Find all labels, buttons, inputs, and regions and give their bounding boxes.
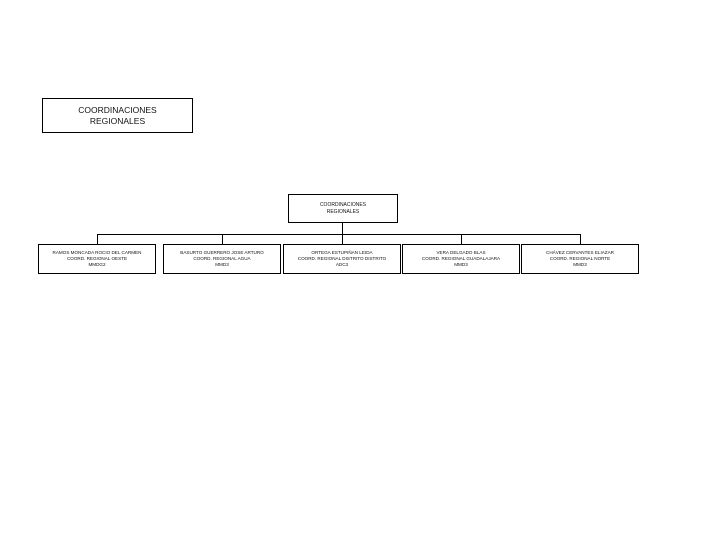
child-position: COORD. REGIONAL DISTRITO DISTRITO <box>297 256 387 262</box>
child-position: COORD. REGIONAL GUADALAJARA <box>421 256 501 262</box>
child-connector-2 <box>222 234 223 244</box>
child-position: COORD. REGIONAL AGUA <box>193 256 251 262</box>
child-name: ORTEGA ESTUPIÑAN LEIDA <box>311 250 373 256</box>
child-name: VERA DELGADO BLAS <box>436 250 486 256</box>
root-line-1: COORDINACIONES <box>319 202 367 209</box>
child-grade: ADC3 <box>335 261 349 267</box>
child-grade: MMD3 <box>573 261 587 267</box>
child-name: RAMOS MONCADA ROCIO DEL CARMEN <box>52 250 142 256</box>
org-child-node-2 <box>163 244 281 274</box>
org-child-node-5 <box>521 244 639 274</box>
child-name: BASURTO GUERRERO JOSE ARTURO <box>180 250 264 256</box>
child-position: COORD. REGIONAL NORTE <box>549 256 611 262</box>
org-child-node-1 <box>38 244 156 274</box>
child-connector-5 <box>580 234 581 244</box>
child-connector-1 <box>97 234 98 244</box>
org-child-node-3 <box>283 244 401 274</box>
org-child-node-4 <box>402 244 520 274</box>
child-grade: MMD3 <box>215 261 229 267</box>
root-line-2: REGIONALES <box>326 208 360 215</box>
child-connector-4 <box>461 234 462 244</box>
child-connector-3 <box>342 234 343 244</box>
title-line-1: COORDINACIONES <box>78 104 157 115</box>
child-grade: MMD3 <box>454 261 468 267</box>
child-grade: MMDG2 <box>88 261 106 267</box>
child-name: CHÁVEZ CERVANTES ELIAZAR <box>546 250 614 256</box>
root-down-connector <box>342 223 343 234</box>
title-line-2: REGIONALES <box>89 115 146 126</box>
org-root-node <box>288 194 398 223</box>
coordinaciones-regionales-title-box <box>42 98 193 133</box>
horizontal-bus-connector <box>97 234 581 235</box>
child-position: COORD. REGIONAL OESTE <box>66 256 128 262</box>
